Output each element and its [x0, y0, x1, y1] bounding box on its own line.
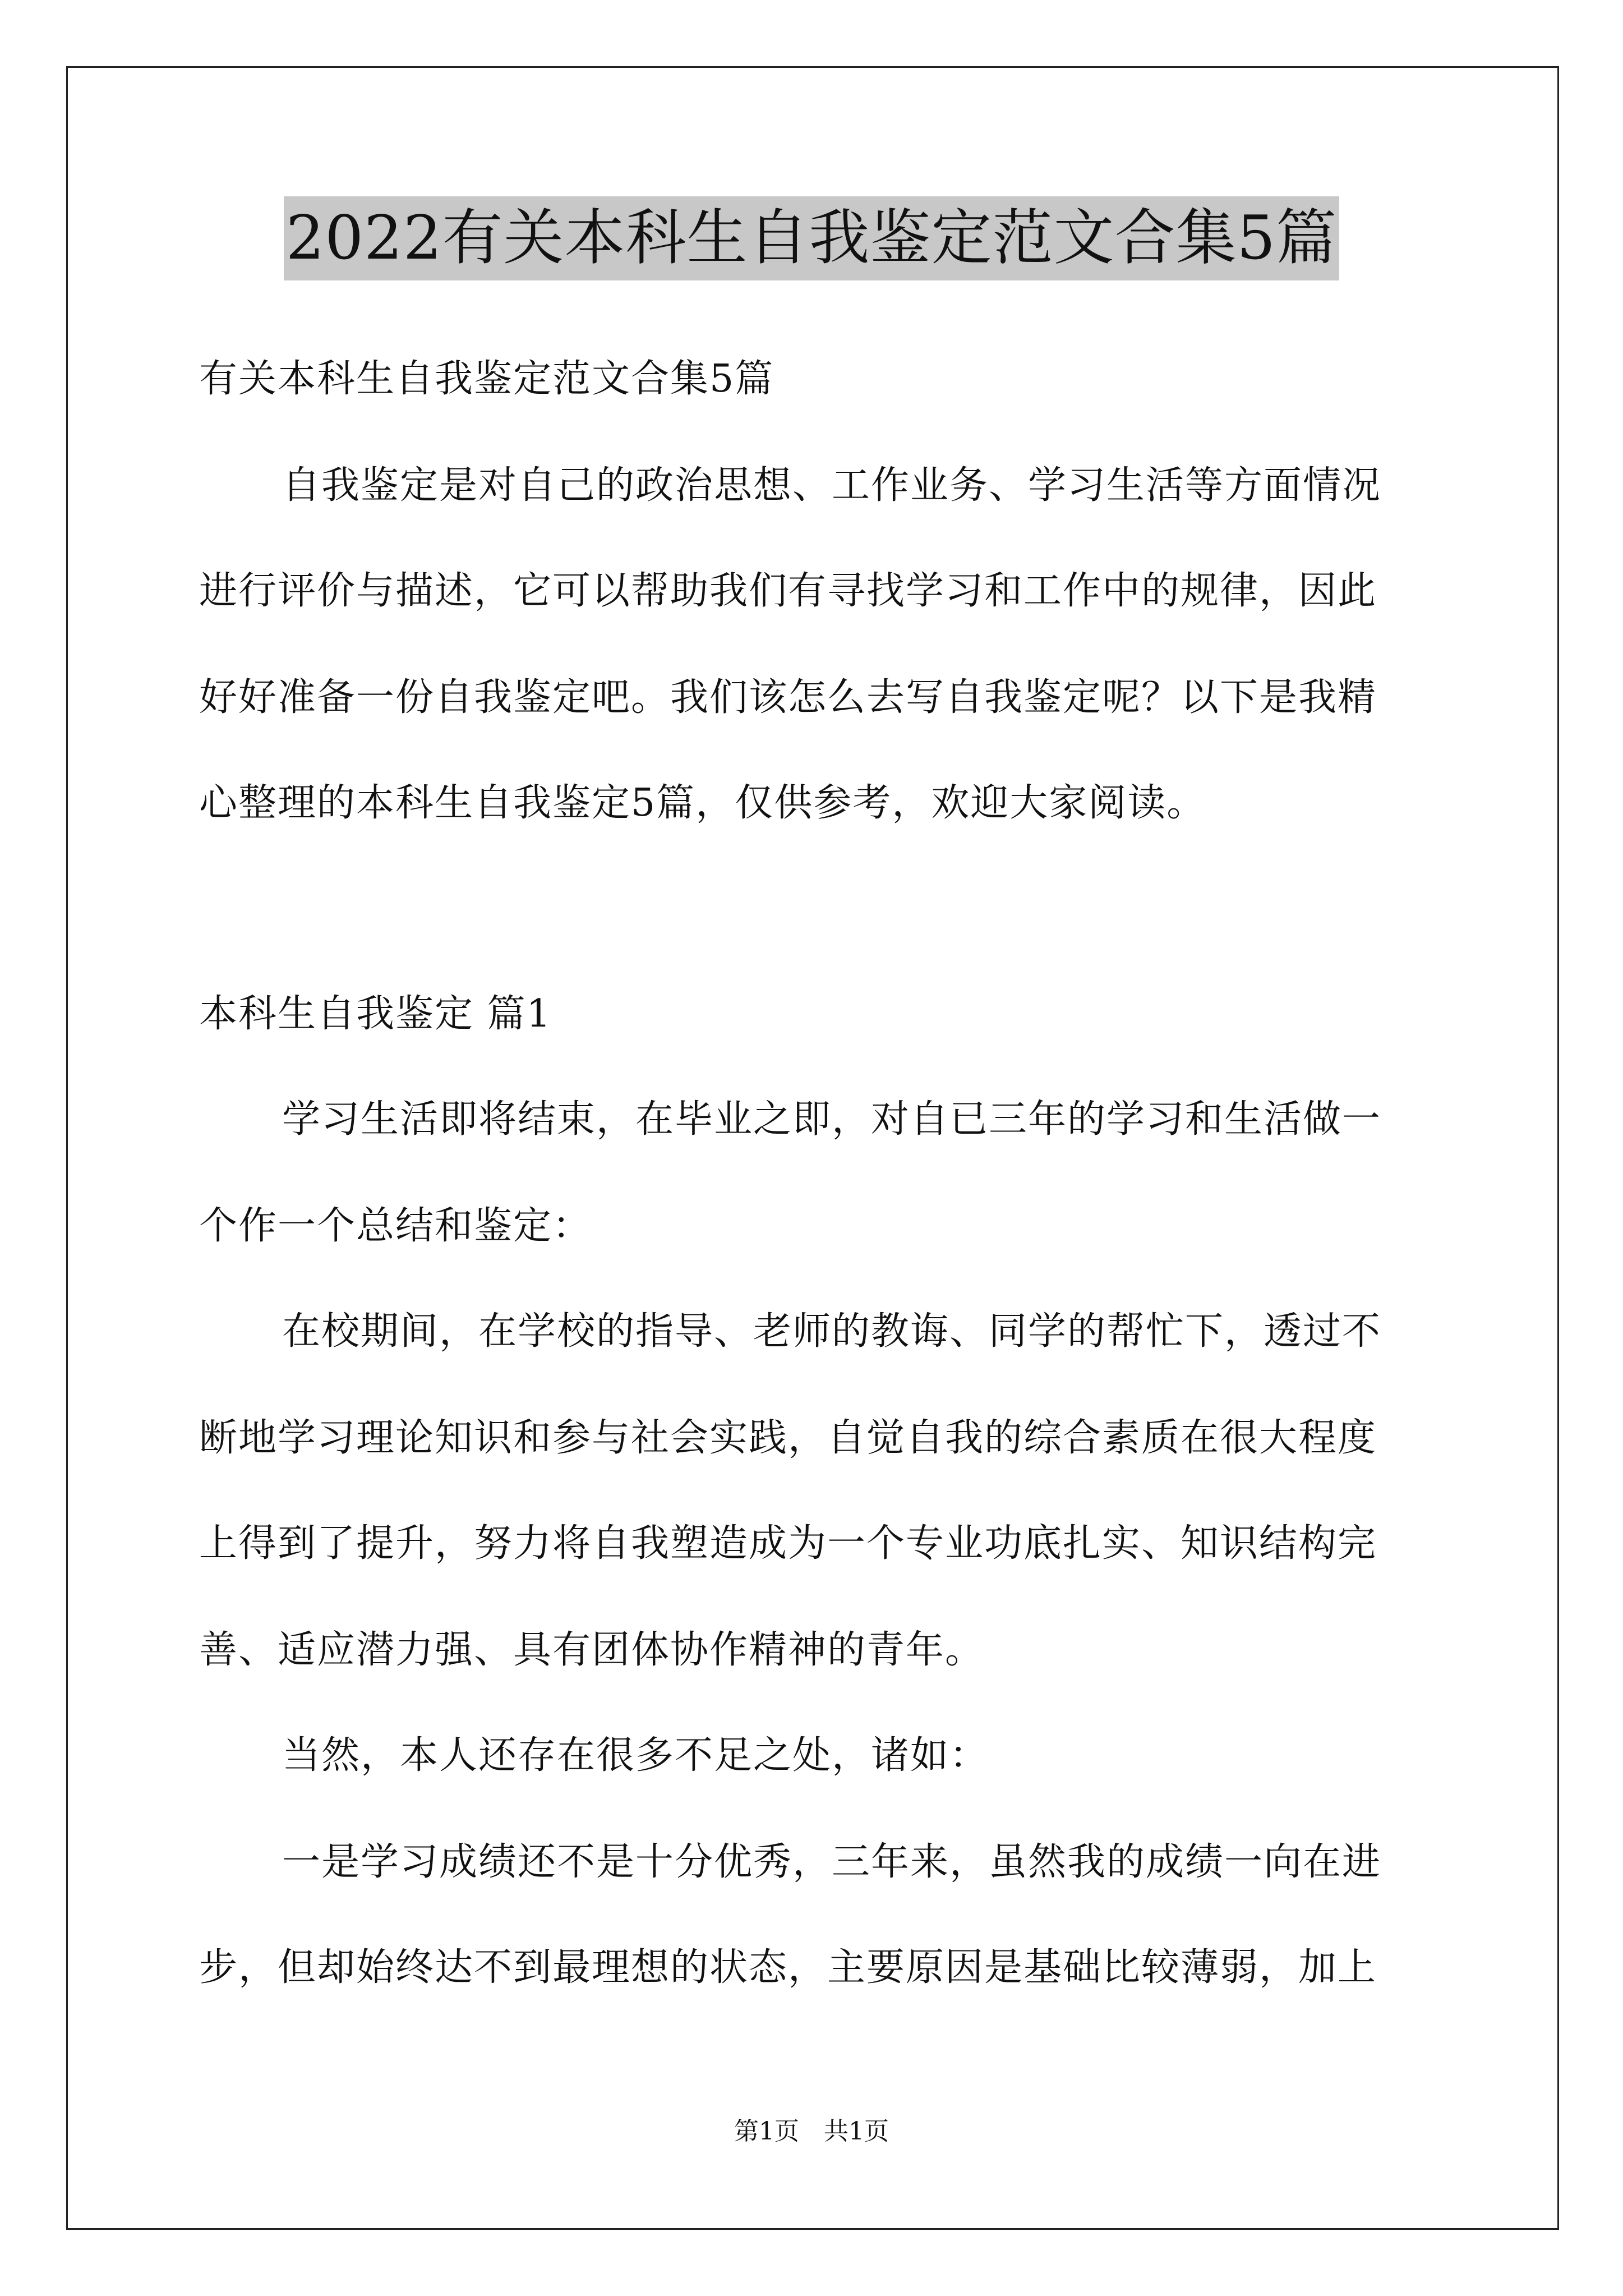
intro-line: 进行评价与描述，它可以帮助我们有寻找学习和工作中的规律，因此	[199, 569, 1377, 613]
body-line: 上得到了提升，努力将自我塑造成为一个专业功底扎实、知识结构完	[199, 1521, 1377, 1566]
body-line: 步，但却始终达不到最理想的状态，主要原因是基础比较薄弱，加上	[199, 1945, 1377, 1990]
title-container	[0, 196, 1623, 280]
page-footer: 第1页 共1页	[734, 2117, 889, 2146]
body-line: 个作一个总结和鉴定：	[199, 1204, 592, 1248]
body-line: 学习生活即将结束，在毕业之即，对自已三年的学习和生活做一	[282, 1097, 1382, 1142]
document-title: 2022有关本科生自我鉴定范文合集5篇	[284, 196, 1340, 280]
body-line: 断地学习理论知识和参与社会实践，自觉自我的综合素质在很大程度	[199, 1416, 1377, 1460]
section-heading: 本科生自我鉴定 篇1	[199, 992, 552, 1036]
intro-line: 心整理的本科生自我鉴定5篇，仅供参考，欢迎大家阅读。	[199, 781, 1206, 825]
document-subtitle: 有关本科生自我鉴定范文合集5篇	[199, 357, 774, 401]
body-line: 在校期间，在学校的指导、老师的教诲、同学的帮忙下，透过不	[282, 1309, 1382, 1354]
body-line: 善、适应潜力强、具有团体协作精神的青年。	[199, 1628, 985, 1672]
intro-line: 自我鉴定是对自己的政治思想、工作业务、学习生活等方面情况	[282, 463, 1382, 508]
body-line: 当然，本人还存在很多不足之处，诸如：	[282, 1733, 989, 1778]
body-line: 一是学习成绩还不是十分优秀，三年来，虽然我的成绩一向在进	[282, 1840, 1382, 1884]
intro-line: 好好准备一份自我鉴定吧。我们该怎么去写自我鉴定呢？以下是我精	[199, 675, 1377, 720]
